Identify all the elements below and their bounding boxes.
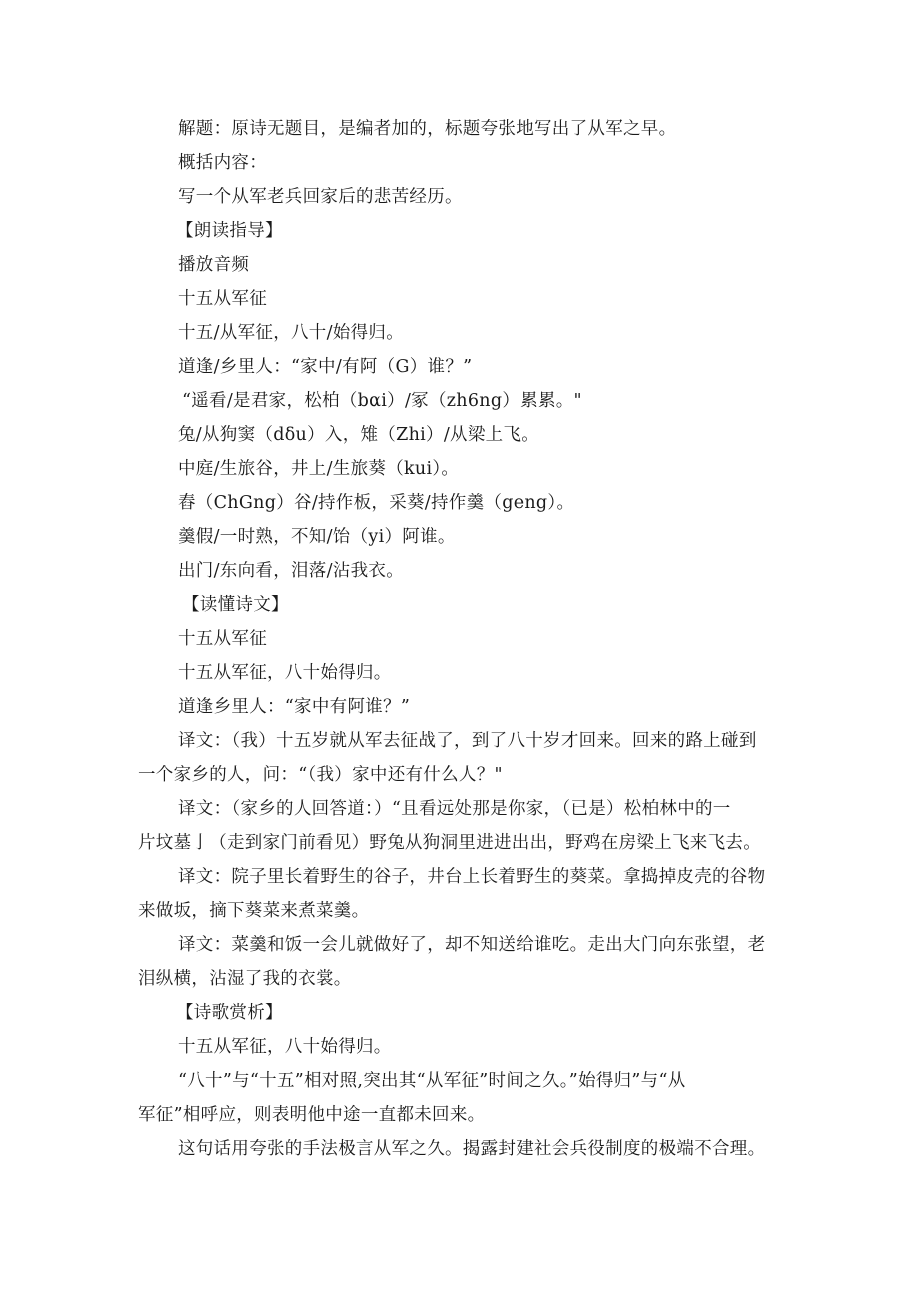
translation-line: 片坟墓亅（走到家门前看见）野兔从狗洞里进进出出，野鸡在房梁上飞来飞去。 [138, 833, 761, 853]
poem-line: 十五从军征，八十始得归。 [178, 1037, 392, 1057]
poem-line: 羹假/一时熟，不知/饴（yі）阿谁。 [178, 527, 456, 547]
analysis-line: 军征”相呼应，则表明他中途一直都未回来。 [138, 1105, 486, 1125]
text-line-play-audio: 播放音频 [178, 255, 250, 275]
text-line-explanation: 解题：原诗无题目，是编者加的，标题夸张地写出了从军之早。 [178, 119, 677, 139]
poem-line: 中庭/生旅谷，井上/生旅葵（kuі）。 [178, 459, 460, 479]
poem-line: “遥看/是君家，松柏（bαi）/冢（zh6ng）累累。" [182, 391, 582, 411]
poem-line: 出门/东向看，泪落/沾我衣。 [178, 561, 404, 581]
poem-title: 十五从军征 [178, 289, 267, 309]
poem-line: 十五从军征，八十始得归。 [178, 663, 392, 683]
translation-line: 来做坂，摘下葵菜来煮菜羹。 [138, 901, 370, 921]
translation-line: 译文：（我）十五岁就从军去征战了，到了八十岁才回来。回来的路上碰到 [178, 731, 757, 751]
text-line-summary: 写一个从军老兵回家后的悲苦经历。 [178, 187, 463, 207]
poem-line: 兔/从狗窦（dδu）入，雉（Zhi）/从梁上飞。 [178, 425, 540, 445]
poem-line: 道逢乡里人：“家中有阿谁？” [178, 697, 411, 717]
analysis-line: 这句话用夸张的手法极言从军之久。揭露封建社会兵役制度的极端不合理。 [178, 1139, 766, 1159]
section-heading-understand: 【读懂诗文】 [182, 595, 289, 615]
translation-line: 一个家乡的人，问：“（我）家中还有什么人？" [138, 765, 503, 785]
translation-line: 译文：院子里长着野生的谷子，井台上长着野生的葵菜。拿捣掉皮壳的谷物 [178, 867, 766, 887]
poem-line: 道逢/乡里人：“家中/有阿（G）谁？” [178, 357, 473, 377]
text-line-summary-heading: 概括内容： [178, 153, 267, 173]
analysis-line: “八十”与“十五”相对照,突出其“从军征”时间之久。”始得归”与“从 [178, 1071, 686, 1091]
poem-title: 十五从军征 [178, 629, 267, 649]
translation-line: 译文：（家乡的人回答道：）“且看远处那是你家，（已是）松柏林中的一 [178, 799, 731, 819]
section-heading-appreciation: 【诗歌赏析】 [176, 1003, 283, 1023]
translation-line: 译文：菜羹和饭一会儿就做好了，却不知送给谁吃。走出大门向东张望，老 [178, 935, 766, 955]
section-heading-reading-guide: 【朗读指导】 [176, 221, 283, 241]
poem-line: 十五/从军征，八十/始得归。 [178, 323, 404, 343]
poem-line: 舂（ChGng）谷/持作板，采葵/持作羹（geng）。 [178, 493, 575, 513]
translation-line: 泪纵横，沾湿了我的衣裳。 [138, 969, 352, 989]
